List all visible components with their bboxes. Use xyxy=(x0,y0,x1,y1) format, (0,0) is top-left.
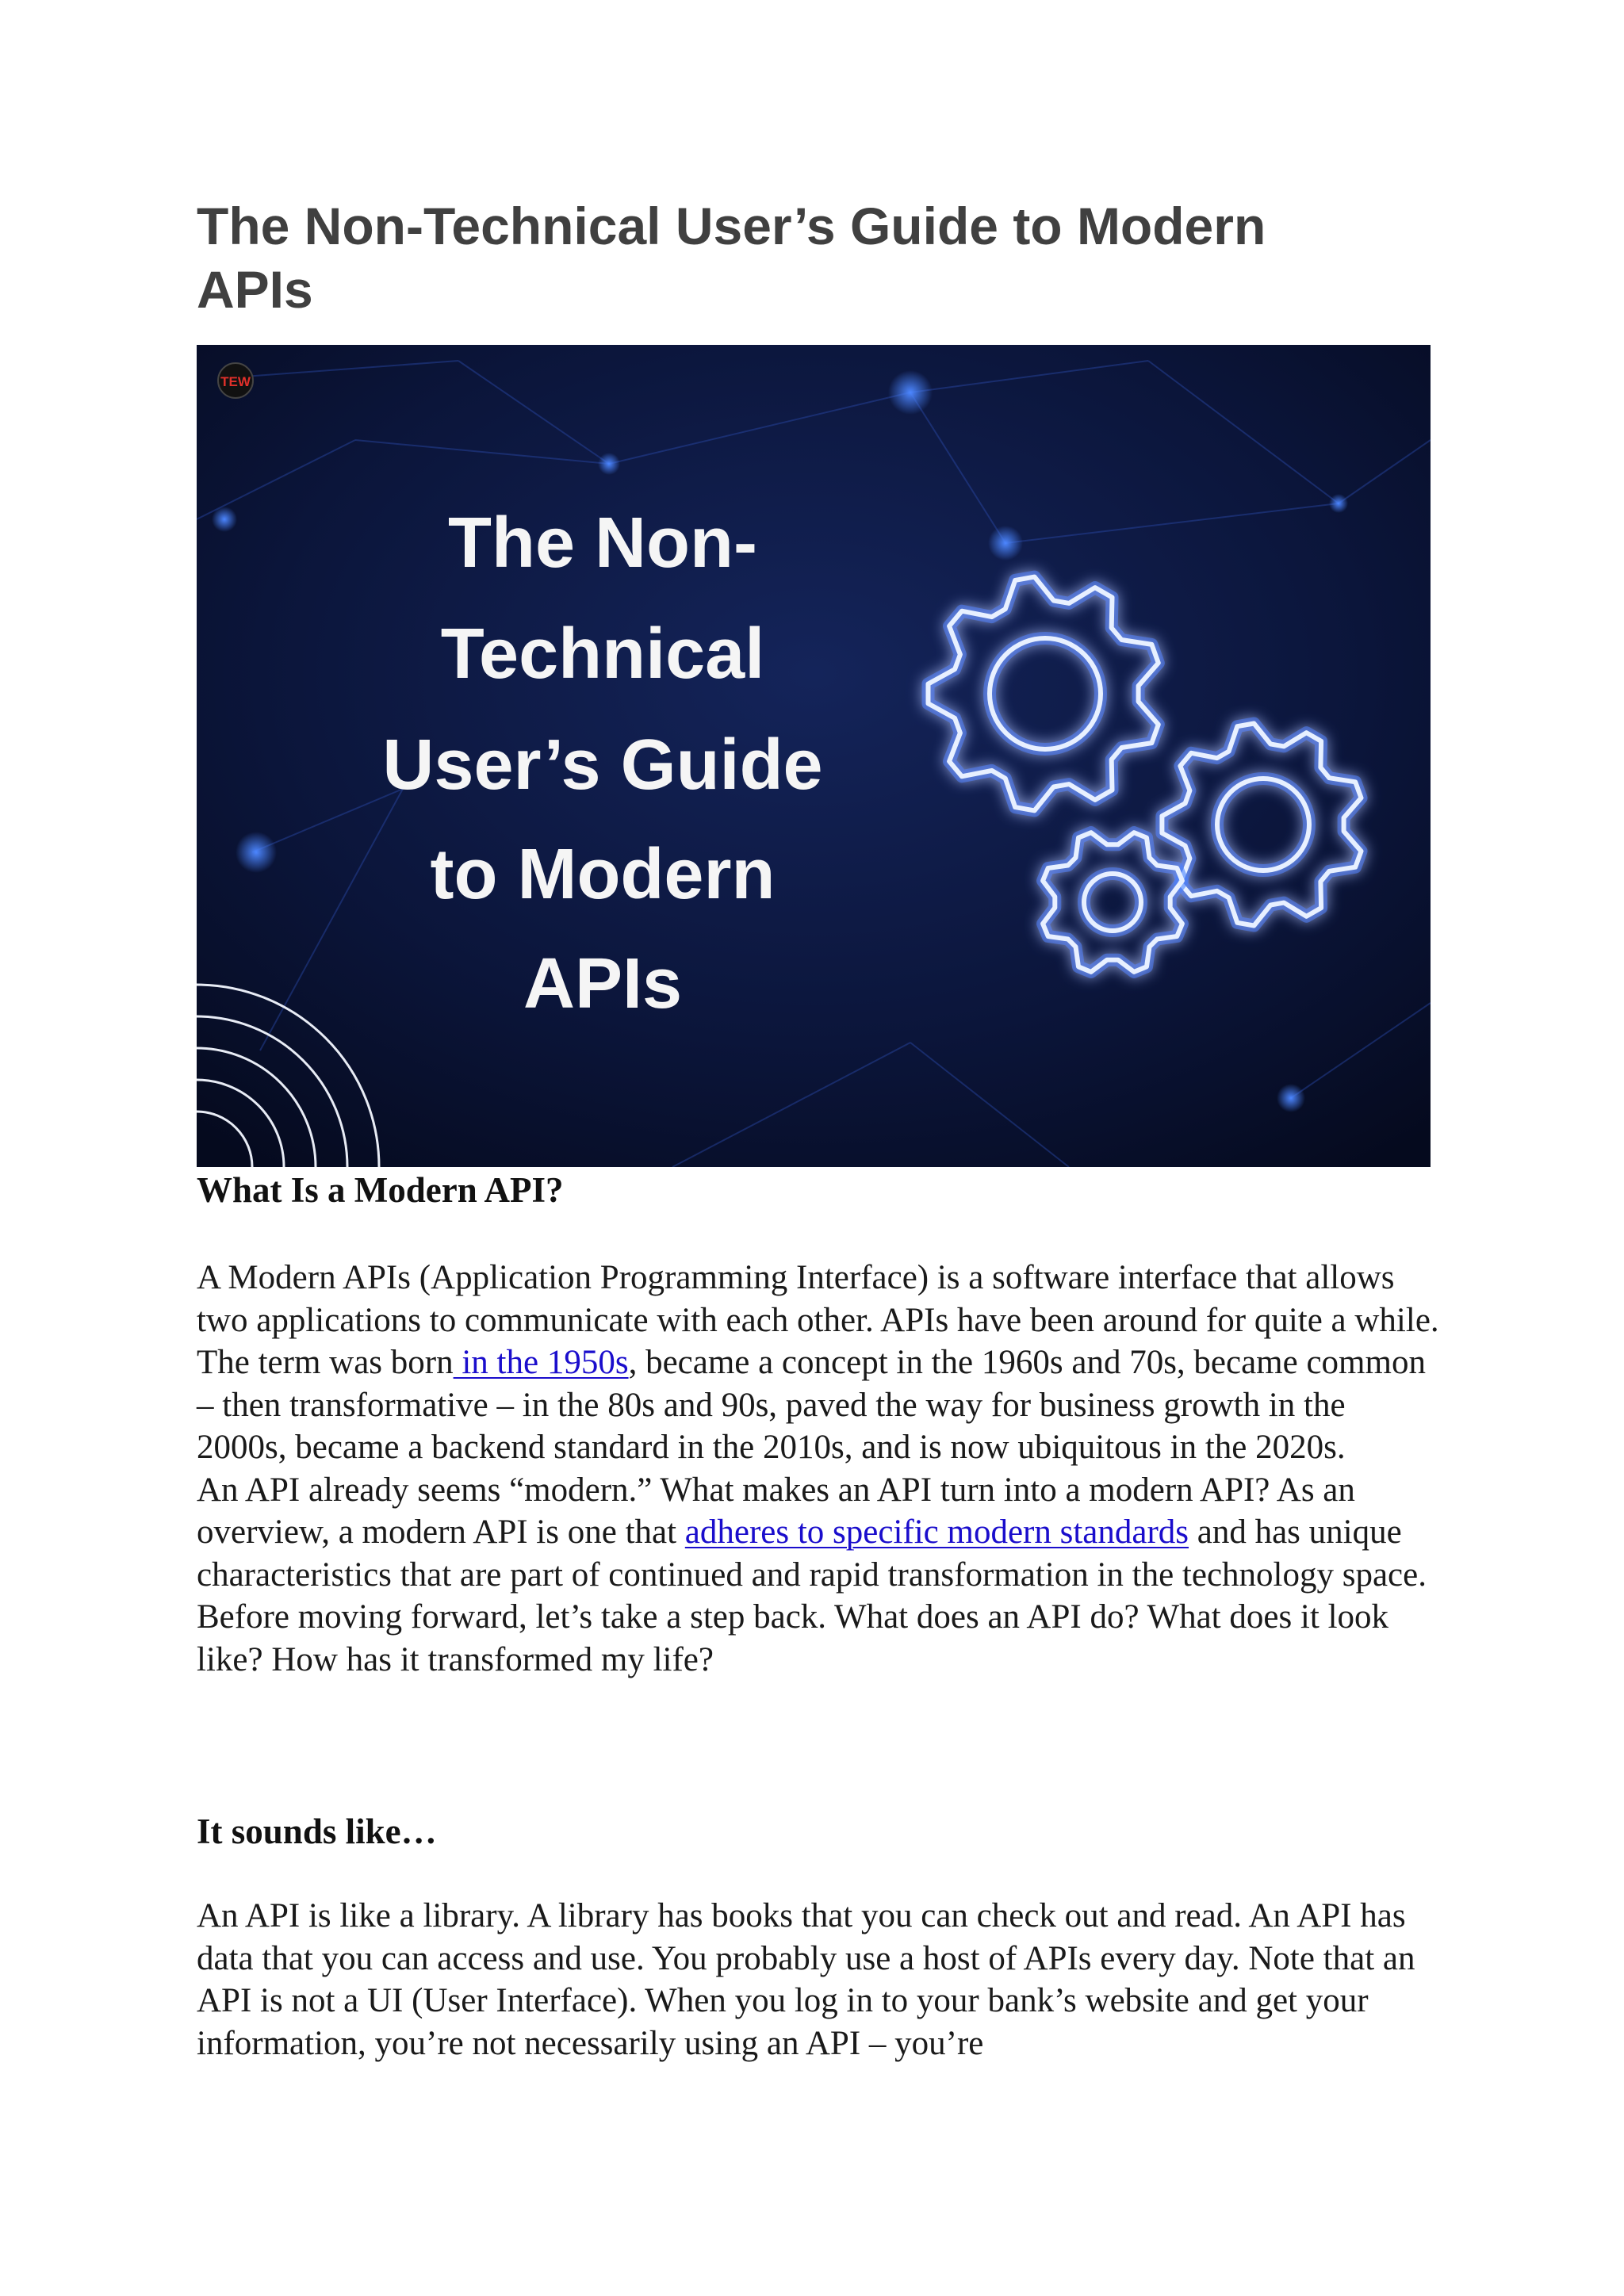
paragraph xyxy=(197,1469,1442,1597)
hero-headline-line-5: APIs xyxy=(523,944,683,1024)
hero-image xyxy=(197,345,1431,1167)
link-1950s[interactable]: in the 1950s xyxy=(453,1344,629,1381)
page-title-line-2: APIs xyxy=(197,260,313,319)
page-title-line-1: The Non-Technical User’s Guide to Modern xyxy=(197,197,1266,255)
section-heading: What Is a Modern API? xyxy=(197,1170,564,1210)
section-modern-api xyxy=(197,1168,1442,1212)
hero-headline-line-1: The Non- xyxy=(448,503,757,583)
paragraph: An API is like a library. A library has books that you can check out and read. An API has data that you can access and use. You probably use a host of APIs every day. Note that an API is not a UI (User Interface). When you log in to your bank’s website and get your information, you’re not necessarily using an API – you’re xyxy=(197,1897,1415,2062)
paragraph-text: A Modern APIs (Application Programming Interface) is a software interface that allows two applications to communicate with each other. APIs have been around for quite a while. The term was born xyxy=(197,1259,1439,1381)
link-modern-standards[interactable]: adheres to specific modern standards xyxy=(684,1513,1189,1551)
page-title xyxy=(197,194,1434,321)
svg-text:TEW: TEW xyxy=(220,374,251,389)
paragraph-text: and has unique characteristics that are part of continued and rapid transformation in the technology space. xyxy=(197,1513,1427,1594)
section-heading: It sounds like… xyxy=(197,1812,437,1851)
hero-headline-line-4: to Modern xyxy=(430,835,776,914)
paragraph-text: An API already seems “modern.” What makes an API turn into a modern API? As an overview, a modern API is one that xyxy=(197,1471,1355,1551)
section-modern-api-body xyxy=(197,1257,1442,1681)
hero-illustration xyxy=(197,345,1431,1167)
paragraph-text: , became a concept in the 1960s and 70s, became common – then transformative – in the 80s and 90s, paved the way for business growth in the 2000s, became a backend standard in the 2010s, and is now ubiquitous in the 2020s. xyxy=(197,1344,1426,1466)
tew-logo xyxy=(218,363,253,398)
hero-headline-line-3: User’s Guide xyxy=(382,725,823,805)
article-header xyxy=(197,194,1434,321)
paragraph xyxy=(197,1257,1442,1469)
hero-headline-line-2: Technical xyxy=(440,614,765,694)
section-sounds-like xyxy=(197,1809,1442,1854)
section-sounds-like-body xyxy=(197,1895,1442,2064)
paragraph: Before moving forward, let’s take a step back. What does an API do? What does it look like? How has it transformed my life? xyxy=(197,1598,1389,1678)
